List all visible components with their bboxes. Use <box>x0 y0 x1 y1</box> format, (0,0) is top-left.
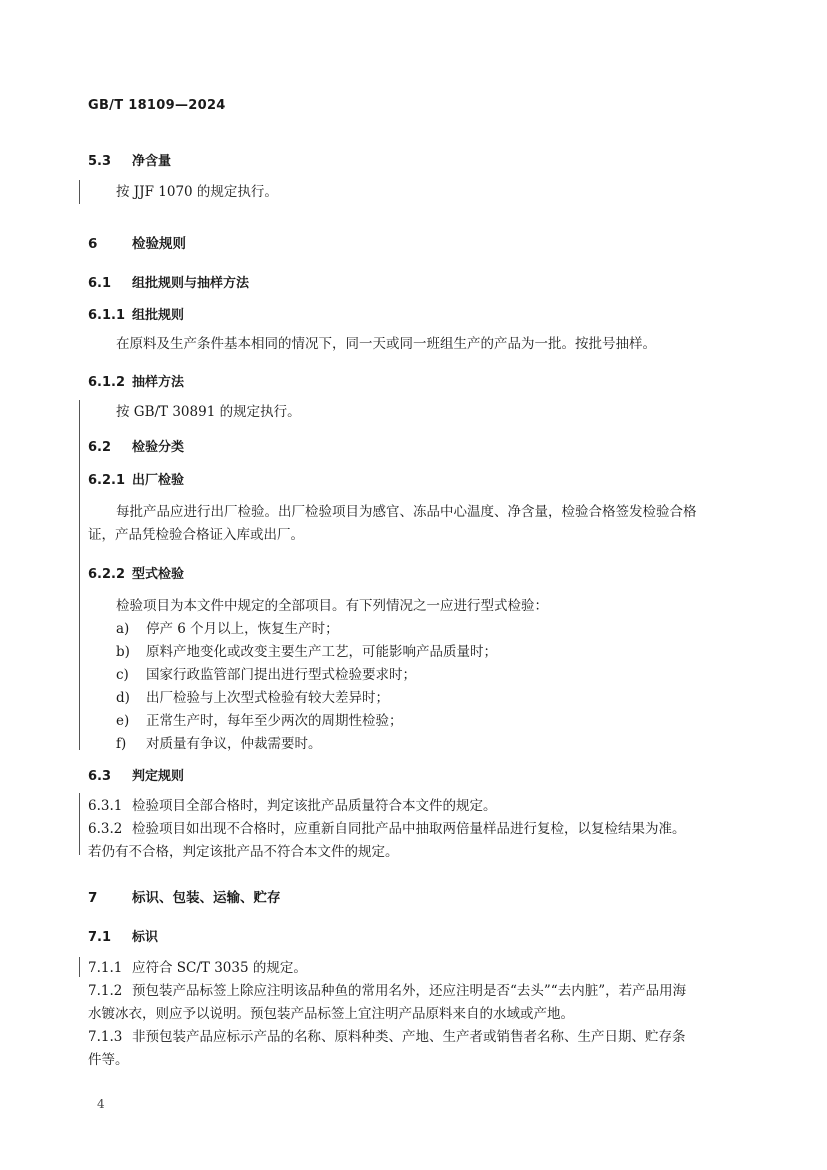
section-6-2-2-intro: 检验项目为本文件中规定的全部项目。有下列情况之一应进行型式检验： <box>116 598 548 614</box>
clause-number: 7.1.3 <box>88 1029 123 1045</box>
section-title: 判定规则 <box>132 769 185 784</box>
change-bar <box>79 793 80 855</box>
section-6-1-1-text: 在原料及生产条件基本相同的情况下，同一天或同一班组生产的产品为一批。按批号抽样。 <box>116 336 656 352</box>
list-text: 对质量有争议，仲裁需要时。 <box>146 736 322 752</box>
clause-text: 检验项目全部合格时，判定该批产品质量符合本文件的规定。 <box>132 798 497 814</box>
list-text: 原料产地变化或改变主要生产工艺，可能影响产品质量时； <box>146 644 497 660</box>
clause-text: 预包装产品标签上除应注明该品种鱼的常用名外，还应注明是否“去头”“去内脏”，若产品用海 <box>132 983 687 999</box>
section-6-2-1-line2: 证，产品凭检验合格证入库或出厂。 <box>88 527 304 543</box>
section-title: 标识 <box>132 930 159 945</box>
section-title: 抽样方法 <box>132 375 185 390</box>
section-number: 7 <box>88 890 98 906</box>
clause-6-3-1 <box>88 796 497 816</box>
section-5-3-text: 按 JJF 1070 的规定执行。 <box>116 184 278 200</box>
section-title: 标识、包装、运输、贮存 <box>132 890 281 906</box>
section-number: 7.1 <box>88 930 112 945</box>
clause-7-1-3-line2: 件等。 <box>88 1052 129 1068</box>
change-bar <box>79 180 80 204</box>
section-number: 5.3 <box>88 154 112 169</box>
list-text: 国家行政监管部门提出进行型式检验要求时； <box>146 667 416 683</box>
section-number: 6.1 <box>88 276 112 291</box>
clause-6-3-2 <box>88 819 686 839</box>
list-letter: b) <box>116 644 130 660</box>
section-6-3-heading <box>88 765 184 784</box>
clause-text: 应符合 SC/T 3035 的规定。 <box>132 960 307 976</box>
section-7-heading <box>88 886 281 906</box>
section-number: 6.2.1 <box>88 473 126 488</box>
section-6-2-1-heading <box>88 469 184 488</box>
list-letter: d) <box>116 690 130 706</box>
clause-number: 7.1.1 <box>88 960 123 976</box>
clause-number: 6.3.2 <box>88 821 123 837</box>
list-item <box>116 711 403 731</box>
section-6-2-heading <box>88 436 184 455</box>
section-title: 检验规则 <box>132 236 186 252</box>
section-6-2-2-heading <box>88 563 184 582</box>
change-bar <box>79 957 80 977</box>
clause-number: 7.1.2 <box>88 983 123 999</box>
clause-text: 非预包装产品应标示产品的名称、原料种类、产地、生产者或销售者名称、生产日期、贮存条 <box>132 1029 686 1045</box>
list-text: 出厂检验与上次型式检验有较大差异时； <box>146 690 389 706</box>
section-title: 组批规则 <box>132 308 185 323</box>
document-number: GB/T 18109—2024 <box>88 98 226 113</box>
clause-6-3-2-line2: 若仍有不合格，判定该批产品不符合本文件的规定。 <box>88 844 399 860</box>
clause-7-1-1 <box>88 958 307 978</box>
section-title: 检验分类 <box>132 440 185 455</box>
section-title: 组批规则与抽样方法 <box>132 276 250 291</box>
list-item <box>116 665 416 685</box>
section-number: 6.3 <box>88 769 112 784</box>
list-item <box>116 734 322 754</box>
section-7-1-heading <box>88 926 158 945</box>
section-6-1-1-heading <box>88 304 184 323</box>
list-letter: f) <box>116 736 127 752</box>
list-item <box>116 642 497 662</box>
section-number: 6 <box>88 236 98 252</box>
section-number: 6.2.2 <box>88 567 126 582</box>
section-6-heading <box>88 232 186 252</box>
list-text: 正常生产时，每年至少两次的周期性检验； <box>146 713 403 729</box>
section-6-1-heading <box>88 272 249 291</box>
section-6-2-1-line1: 每批产品应进行出厂检验。出厂检验项目为感官、冻品中心温度、净含量，检验合格签发检验合格 <box>116 504 697 520</box>
page-number: 4 <box>97 1097 105 1111</box>
section-number: 6.1.1 <box>88 308 126 323</box>
clause-7-1-2 <box>88 981 686 1001</box>
clause-text: 检验项目如出现不合格时，应重新自同批产品中抽取两倍量样品进行复检，以复检结果为准。 <box>132 821 686 837</box>
section-number: 6.1.2 <box>88 375 126 390</box>
section-number: 6.2 <box>88 440 112 455</box>
section-5-3-heading <box>88 150 171 169</box>
section-title: 出厂检验 <box>132 473 185 488</box>
section-6-1-2-heading <box>88 371 184 390</box>
clause-7-1-2-line2: 水镀冰衣，则应予以说明。预包装产品标签上宜注明产品原料来自的水域或产地。 <box>88 1006 574 1022</box>
list-text: 停产 6 个月以上，恢复生产时； <box>146 621 339 637</box>
change-bar <box>79 400 80 750</box>
list-letter: c) <box>116 667 129 683</box>
clause-7-1-3 <box>88 1027 686 1047</box>
list-letter: a) <box>116 621 130 637</box>
list-letter: e) <box>116 713 130 729</box>
section-title: 型式检验 <box>132 567 185 582</box>
list-item <box>116 688 389 708</box>
section-title: 净含量 <box>132 154 172 169</box>
list-item <box>116 619 339 639</box>
clause-number: 6.3.1 <box>88 798 123 814</box>
section-6-1-2-text: 按 GB/T 30891 的规定执行。 <box>116 404 301 420</box>
